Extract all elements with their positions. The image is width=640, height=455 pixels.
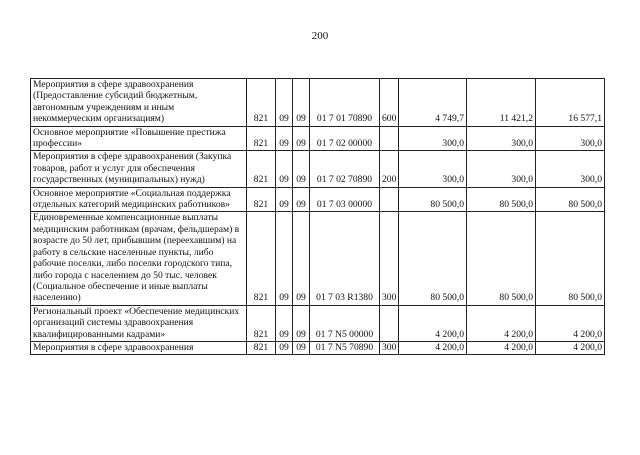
budget-table [30,78,605,355]
table-row [31,79,605,127]
table-row [31,151,605,187]
subsection-code-cell: 09 [293,341,310,354]
amount-3-cell: 80 500,0 [536,187,605,212]
ministry-code-cell: 821 [247,305,276,341]
amount-1-cell: 4 200,0 [399,305,467,341]
section-code-cell: 09 [276,79,293,127]
amount-2-cell: 11 421,2 [467,79,536,127]
budget-table-body [31,79,605,355]
ministry-code-cell: 821 [247,79,276,127]
expense-type-cell [380,187,399,212]
subsection-code-cell: 09 [293,151,310,187]
row-name-cell: Региональный проект «Обеспечение медицинских организаций системы здравоохранения квалифицированными кадрами» [31,305,247,341]
amount-2-cell: 4 200,0 [467,341,536,354]
amount-2-cell: 300,0 [467,126,536,151]
amount-1-cell: 300,0 [399,151,467,187]
section-code-cell: 09 [276,126,293,151]
amount-1-cell: 80 500,0 [399,212,467,305]
amount-1-cell: 4 749,7 [399,79,467,127]
ministry-code-cell: 821 [247,212,276,305]
amount-1-cell: 300,0 [399,126,467,151]
amount-3-cell: 4 200,0 [536,305,605,341]
target-article-cell: 01 7 01 70890 [310,79,380,127]
subsection-code-cell: 09 [293,305,310,341]
row-name-cell: Мероприятия в сфере здравоохранения (Закупка товаров, работ и услуг для обеспечения государственных (муниципальных) нужд) [31,151,247,187]
ministry-code-cell: 821 [247,151,276,187]
section-code-cell: 09 [276,187,293,212]
section-code-cell: 09 [276,341,293,354]
amount-2-cell: 4 200,0 [467,305,536,341]
ministry-code-cell: 821 [247,126,276,151]
row-name-cell: Мероприятия в сфере здравоохранения [31,341,247,354]
target-article-cell: 01 7 N5 00000 [310,305,380,341]
table-row [31,126,605,151]
table-row [31,187,605,212]
amount-3-cell: 80 500,0 [536,212,605,305]
section-code-cell: 09 [276,212,293,305]
amount-3-cell: 16 577,1 [536,79,605,127]
target-article-cell: 01 7 02 70890 [310,151,380,187]
subsection-code-cell: 09 [293,212,310,305]
row-name-cell: Единовременные компенсационные выплаты медицинским работникам (врачам, фельдшерам) в возрасте до 50 лет, прибывшим (переехавшим) на работу в сельские населенные пункты, либо рабочие поселки, либо поселки городского типа, либо города с населением до 50 тыс. человек (Социальное обеспечение и иные выплаты населению) [31,212,247,305]
amount-2-cell: 80 500,0 [467,187,536,212]
amount-2-cell: 300,0 [467,151,536,187]
target-article-cell: 01 7 03 00000 [310,187,380,212]
table-row [31,341,605,354]
expense-type-cell [380,305,399,341]
amount-1-cell: 80 500,0 [399,187,467,212]
target-article-cell: 01 7 N5 70890 [310,341,380,354]
ministry-code-cell: 821 [247,341,276,354]
subsection-code-cell: 09 [293,126,310,151]
expense-type-cell: 200 [380,151,399,187]
amount-3-cell: 300,0 [536,151,605,187]
section-code-cell: 09 [276,151,293,187]
amount-3-cell: 4 200,0 [536,341,605,354]
table-row [31,212,605,305]
expense-type-cell: 300 [380,212,399,305]
expense-type-cell [380,126,399,151]
subsection-code-cell: 09 [293,187,310,212]
subsection-code-cell: 09 [293,79,310,127]
row-name-cell: Основное мероприятие «Социальная поддержка отдельных категорий медицинских работников» [31,187,247,212]
amount-1-cell: 4 200,0 [399,341,467,354]
row-name-cell: Мероприятия в сфере здравоохранения (Предоставление субсидий бюджетным, автономным учреждениям и иным некоммерческим организациям) [31,79,247,127]
target-article-cell: 01 7 03 R1380 [310,212,380,305]
ministry-code-cell: 821 [247,187,276,212]
target-article-cell: 01 7 02 00000 [310,126,380,151]
expense-type-cell: 300 [380,341,399,354]
amount-3-cell: 300,0 [536,126,605,151]
expense-type-cell: 600 [380,79,399,127]
row-name-cell: Основное мероприятие «Повышение престижа профессии» [31,126,247,151]
page-number: 200 [311,30,329,42]
amount-2-cell: 80 500,0 [467,212,536,305]
section-code-cell: 09 [276,305,293,341]
table-row [31,305,605,341]
